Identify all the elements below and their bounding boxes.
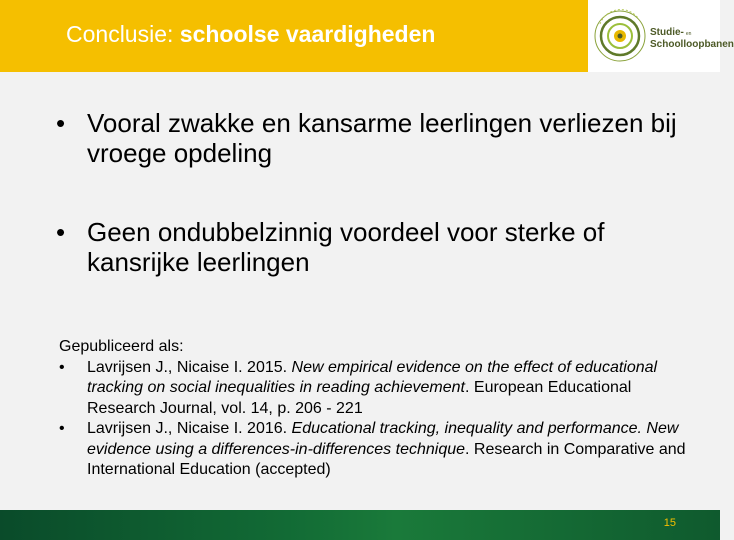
title-plain: Conclusie: [66,21,174,47]
bullet-item [56,217,696,277]
slide-title [66,21,435,48]
publication-source: . Research in Comparative and International Education (accepted) [87,440,686,478]
bullet-icon: • [59,420,65,437]
page-number: 15 [663,517,676,529]
logo-emblem-icon [592,6,650,66]
logo [588,0,734,72]
publications [59,337,699,481]
bullet-icon: • [56,108,66,138]
bullet-item [56,108,696,168]
header-bar [0,0,588,72]
bullet-icon: • [56,217,66,247]
publication-source: . European Educational Research Journal, vol. 14, p. 206 - 221 [87,379,632,417]
footer-bar [0,510,720,540]
bullet-text: Vooral zwakke en kansarme leerlingen verliezen bij vroege opdeling [87,108,677,168]
publication-authors: Lavrijsen J., Nicaise I. 2016. [87,420,288,437]
publications-heading: Gepubliceerd als: [59,338,184,355]
publication-item [59,358,699,420]
logo-text-line2: Schoolloopbanen [650,39,734,50]
logo-text-line1: Studie- en [650,27,692,38]
bullet-icon: • [59,358,65,376]
publication-authors: Lavrijsen J., Nicaise I. 2015. [87,358,288,376]
publication-title: Educational tracking, inequality and performance. New evidence using a differences-in-differences technique [87,420,679,458]
publication-title: New empirical evidence on the effect of educational tracking on social inequalities in reading achievement [87,358,658,396]
publication-item [59,419,699,481]
main-bullet-list [56,108,696,326]
title-bold: schoolse vaardigheden [179,21,436,47]
bullet-text: Geen ondubbelzinnig voordeel voor sterke of kansrijke leerlingen [87,217,605,277]
